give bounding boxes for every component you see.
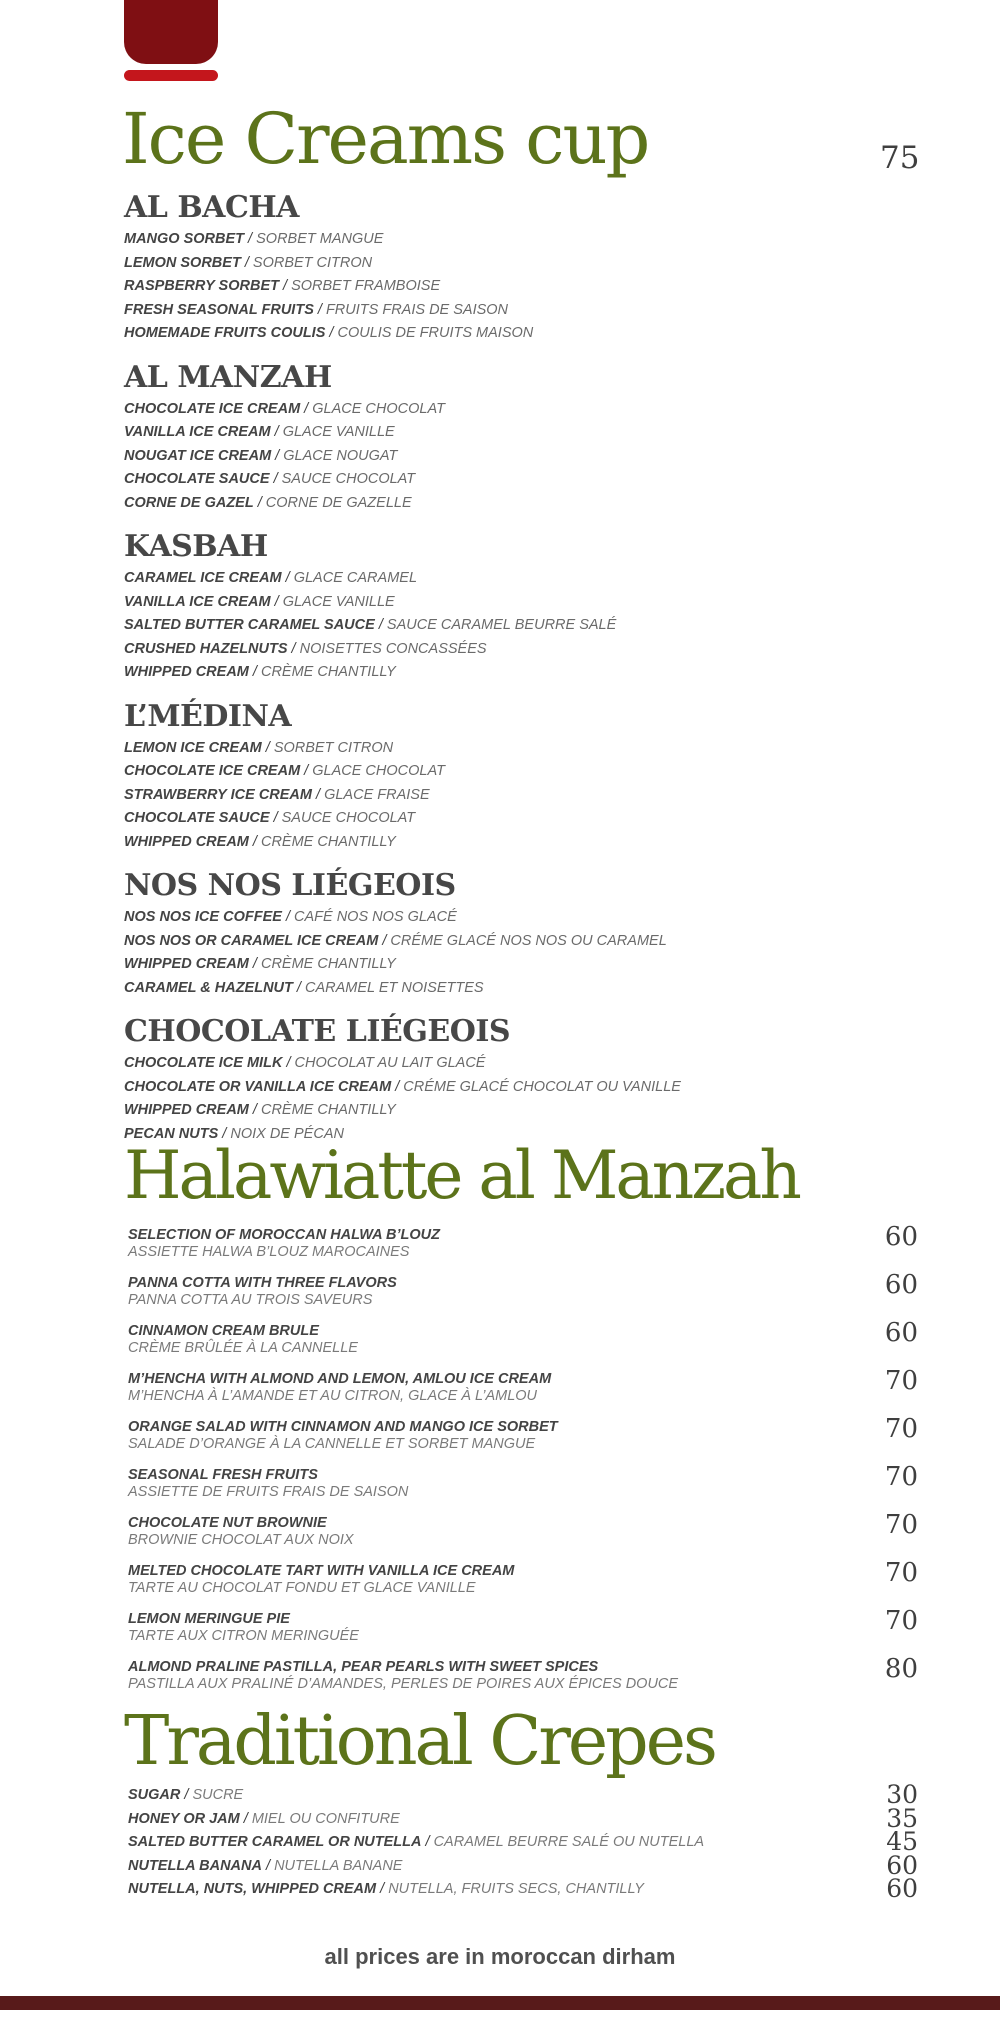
item-fr: GLACE CARAMEL	[293, 570, 418, 586]
item-en: NUTELLA BANANA	[128, 1857, 262, 1874]
group-items	[124, 737, 904, 855]
item-fr: GLACE VANILLE	[282, 593, 395, 610]
list-item: WHIPPED CREAM / CRÈME CHANTILLY	[124, 1102, 396, 1118]
list-item: PECAN NUTS / NOIX DE PÉCAN	[124, 1125, 344, 1142]
list-item	[128, 1606, 918, 1658]
item-fr: GLACE CHOCOLAT	[312, 763, 445, 779]
list-item: WHIPPED CREAM / CRÈME CHANTILLY	[124, 833, 396, 850]
crepes-title: Traditional Crepes	[124, 1702, 715, 1781]
item-en: M’HENCHA WITH ALMOND AND LEMON, AMLOU ICE CREAM	[128, 1371, 552, 1387]
list-item: NOUGAT ICE CREAM / GLACE NOUGAT	[124, 447, 398, 464]
group-title: AL BACHA	[124, 190, 299, 225]
list-item	[128, 1654, 918, 1706]
item-en: LEMON SORBET	[124, 254, 241, 271]
item-en: NOS NOS ICE COFFEE	[124, 909, 282, 925]
item-price: 60	[886, 1874, 918, 1903]
ice-cream-group	[124, 868, 904, 1000]
item-en: SELECTION OF MOROCCAN HALWA B’LOUZ	[128, 1227, 441, 1243]
item-fr: NOIX DE PÉCAN	[230, 1125, 344, 1142]
list-item: LEMON ICE CREAM / SORBET CITRON	[124, 739, 394, 756]
list-item	[128, 1414, 918, 1466]
item-fr: CRÈME BRÛLÉE À LA CANNELLE	[128, 1340, 358, 1356]
item-en: SUGAR	[128, 1787, 181, 1803]
item-en: SEASONAL FRESH FRUITS	[128, 1467, 318, 1483]
list-item: NOS NOS OR CARAMEL ICE CREAM / CRÉME GLACÉ NOS NOS OU CARAMEL	[124, 932, 667, 949]
item-en: CHOCOLATE ICE MILK	[124, 1055, 283, 1071]
group-title: L’MÉDINA	[124, 698, 292, 734]
list-item: LEMON SORBET / SORBET CITRON	[124, 254, 373, 271]
item-fr: SORBET CITRON	[273, 739, 394, 756]
item-price: 70	[884, 1606, 918, 1636]
list-item	[128, 1270, 918, 1322]
item-fr: CARAMEL ET NOISETTES	[304, 979, 484, 996]
item-fr: SUCRE	[192, 1787, 244, 1803]
list-item	[128, 1558, 918, 1610]
list-item: CORNE DE GAZEL / CORNE DE GAZELLE	[124, 494, 412, 511]
list-item: RASPBERRY SORBET / SORBET FRAMBOISE	[124, 278, 441, 294]
item-fr: CARAMEL BEURRE SALÉ OU NUTELLA	[433, 1834, 705, 1850]
item-fr: SORBET CITRON	[252, 254, 373, 271]
item-price: 70	[884, 1414, 918, 1444]
item-en: ALMOND PRALINE PASTILLA, PEAR PEARLS WITH SWEET SPICES	[128, 1659, 599, 1675]
crepe-list	[128, 1780, 918, 1903]
item-en: CHOCOLATE ICE CREAM	[124, 400, 301, 417]
item-fr: GLACE FRAISE	[324, 786, 430, 803]
item-price: 60	[884, 1318, 918, 1348]
group-title: NOS NOS LIÉGEOIS	[124, 868, 456, 903]
item-price: 35	[886, 1803, 918, 1833]
item-price: 70	[884, 1366, 918, 1396]
item-en: CARAMEL ICE CREAM	[124, 570, 282, 586]
ice-cream-group	[124, 1014, 904, 1146]
item-en: CHOCOLATE SAUCE	[124, 810, 270, 826]
item-fr: SAUCE CARAMEL BEURRE SALÉ	[386, 617, 617, 633]
group-title: CHOCOLATE LIÉGEOIS	[124, 1014, 511, 1049]
list-item	[128, 1462, 918, 1514]
item-fr: CORNE DE GAZELLE	[265, 494, 412, 511]
item-fr: PANNA COTTA AU TROIS SAVEURS	[128, 1292, 373, 1308]
item-fr: SORBET FRAMBOISE	[291, 278, 441, 294]
list-item: CRUSHED HAZELNUTS / NOISETTES CONCASSÉES	[124, 640, 487, 657]
list-item: WHIPPED CREAM / CRÈME CHANTILLY	[124, 664, 396, 680]
item-en: CHOCOLATE OR VANILLA ICE CREAM	[124, 1078, 392, 1095]
item-en: STRAWBERRY ICE CREAM	[124, 786, 312, 803]
list-item: CHOCOLATE SAUCE / SAUCE CHOCOLAT	[124, 471, 416, 487]
list-item: CHOCOLATE SAUCE / SAUCE CHOCOLAT	[124, 810, 416, 826]
ice-creams-title: Ice Creams cup	[122, 98, 649, 180]
item-en: PANNA COTTA WITH THREE FLAVORS	[128, 1275, 397, 1291]
list-item: CARAMEL & HAZELNUT / CARAMEL ET NOISETTES	[124, 979, 484, 996]
list-item: MANGO SORBET / SORBET MANGUE	[124, 231, 384, 247]
item-fr: CRÈME CHANTILLY	[260, 1102, 396, 1118]
item-fr: MIEL OU CONFITURE	[251, 1810, 400, 1827]
item-fr: CRÉME GLACÉ CHOCOLAT OU VANILLE	[403, 1078, 681, 1095]
item-fr: CRÈME CHANTILLY	[260, 833, 396, 850]
group-items	[124, 1052, 904, 1146]
ice-creams-price: 75	[880, 140, 920, 176]
item-en: CHOCOLATE SAUCE	[124, 471, 270, 487]
item-en: HOMEMADE FRUITS COULIS	[124, 325, 326, 341]
item-en: CHOCOLATE ICE CREAM	[124, 763, 301, 779]
dessert-list	[128, 1222, 918, 1706]
item-fr: CAFÉ NOS NOS GLACÉ	[294, 909, 457, 925]
item-en: CHOCOLATE NUT BROWNIE	[128, 1515, 327, 1531]
brand-tab-underline	[124, 70, 218, 81]
item-fr: BROWNIE CHOCOLAT AUX NOIX	[128, 1532, 354, 1548]
halawiatte-title: Halawiatte al Manzah	[124, 1137, 799, 1214]
item-price: 70	[884, 1558, 918, 1588]
item-price: 80	[884, 1654, 918, 1684]
list-item: CHOCOLATE ICE CREAM / GLACE CHOCOLAT	[124, 763, 445, 779]
item-fr: GLACE CHOCOLAT	[312, 400, 445, 417]
list-item: CHOCOLATE ICE MILK / CHOCOLAT AU LAIT GLACÉ	[124, 1055, 486, 1071]
bottom-bar	[0, 1996, 1000, 2010]
item-fr: COULIS DE FRUITS MAISON	[337, 325, 534, 341]
list-item	[128, 1366, 918, 1418]
item-en: WHIPPED CREAM	[124, 956, 249, 972]
brand-tab-shape	[124, 0, 218, 64]
list-item: SUGAR / SUCRE 30	[128, 1780, 918, 1809]
item-fr: NUTELLA, FRUITS SECS, CHANTILLY	[388, 1881, 644, 1897]
item-en: VANILLA ICE CREAM	[124, 424, 271, 440]
item-en: VANILLA ICE CREAM	[124, 593, 271, 610]
item-en: MELTED CHOCOLATE TART WITH VANILLA ICE CREAM	[128, 1563, 515, 1579]
item-price: 45	[886, 1827, 918, 1856]
item-fr: CRÉME GLACÉ NOS NOS OU CARAMEL	[390, 932, 667, 949]
item-en: CINNAMON CREAM BRULE	[128, 1323, 319, 1339]
list-item: NOS NOS ICE COFFEE / CAFÉ NOS NOS GLACÉ	[124, 909, 457, 925]
list-item: NUTELLA, NUTS, WHIPPED CREAM / NUTELLA, FRUITS SECS, CHANTILLY 60	[128, 1874, 918, 1903]
list-item: CHOCOLATE ICE CREAM / GLACE CHOCOLAT	[124, 400, 445, 417]
item-en: WHIPPED CREAM	[124, 833, 249, 850]
item-fr: SAUCE CHOCOLAT	[281, 810, 416, 826]
list-item: NUTELLA BANANA / NUTELLA BANANE 60	[128, 1850, 918, 1880]
list-item: CHOCOLATE OR VANILLA ICE CREAM / CRÉME GLACÉ CHOCOLAT OU VANILLE	[124, 1078, 681, 1095]
item-fr: CRÈME CHANTILLY	[260, 956, 396, 972]
group-items	[124, 567, 904, 685]
group-items	[124, 228, 904, 346]
item-en: SALTED BUTTER CARAMEL OR NUTELLA	[128, 1834, 422, 1850]
item-fr: SORBET MANGUE	[256, 231, 384, 247]
group-title: AL MANZAH	[124, 359, 332, 395]
ice-cream-group	[124, 190, 904, 346]
item-fr: ASSIETTE HALWA B’LOUZ MAROCAINES	[128, 1244, 410, 1260]
item-en: MANGO SORBET	[124, 231, 245, 247]
item-en: HONEY OR JAM	[128, 1810, 240, 1827]
list-item	[128, 1510, 918, 1562]
list-item: HONEY OR JAM / MIEL OU CONFITURE 35	[128, 1803, 918, 1833]
list-item: HOMEMADE FRUITS COULIS / COULIS DE FRUITS MAISON	[124, 325, 534, 341]
item-fr: SALADE D’ORANGE À LA CANNELLE ET SORBET MANGUE	[128, 1436, 536, 1452]
list-item: VANILLA ICE CREAM / GLACE VANILLE	[124, 424, 395, 440]
item-en: CORNE DE GAZEL	[124, 494, 254, 511]
ice-cream-group	[124, 699, 904, 855]
item-en: NOS NOS OR CARAMEL ICE CREAM	[124, 932, 379, 949]
item-en: WHIPPED CREAM	[124, 1102, 249, 1118]
item-en: PECAN NUTS	[124, 1125, 219, 1142]
item-fr: SAUCE CHOCOLAT	[281, 471, 416, 487]
item-price: 60	[884, 1222, 918, 1252]
item-fr: CHOCOLAT AU LAIT GLACÉ	[294, 1055, 486, 1071]
list-item	[128, 1318, 918, 1370]
item-fr: GLACE VANILLE	[282, 424, 395, 440]
item-fr: TARTE AUX CITRON MERINGUÉE	[128, 1628, 359, 1644]
item-fr: CRÈME CHANTILLY	[260, 664, 396, 680]
item-price: 60	[886, 1850, 918, 1880]
item-price: 30	[886, 1780, 918, 1809]
item-price: 70	[884, 1462, 918, 1492]
item-fr: FRUITS FRAIS DE SAISON	[325, 301, 509, 318]
ice-cream-group	[124, 529, 904, 685]
item-en: WHIPPED CREAM	[124, 664, 249, 680]
list-item: VANILLA ICE CREAM / GLACE VANILLE	[124, 593, 395, 610]
item-fr: NOISETTES CONCASSÉES	[299, 640, 487, 657]
item-fr: ASSIETTE DE FRUITS FRAIS DE SAISON	[128, 1484, 409, 1500]
item-fr: PASTILLA AUX PRALINÉ D’AMANDES, PERLES DE POIRES AUX ÉPICES DOUCE	[128, 1676, 679, 1692]
item-fr: M’HENCHA À L’AMANDE ET AU CITRON, GLACE À L’AMLOU	[128, 1388, 538, 1404]
item-en: ORANGE SALAD WITH CINNAMON AND MANGO ICE SORBET	[128, 1419, 558, 1435]
item-en: RASPBERRY SORBET	[124, 278, 279, 294]
item-en: FRESH SEASONAL FRUITS	[124, 301, 314, 318]
footer-note: all prices are in moroccan dirham	[324, 1944, 676, 1969]
item-en: CARAMEL & HAZELNUT	[124, 979, 293, 996]
group-title: KASBAH	[124, 529, 268, 564]
item-fr: NUTELLA BANANE	[274, 1857, 403, 1874]
list-item: STRAWBERRY ICE CREAM / GLACE FRAISE	[124, 786, 430, 803]
item-fr: TARTE AU CHOCOLAT FONDU ET GLACE VANILLE	[128, 1580, 476, 1596]
ice-cream-group	[124, 360, 904, 516]
item-en: NOUGAT ICE CREAM	[124, 447, 272, 464]
list-item	[128, 1222, 918, 1274]
list-item: SALTED BUTTER CARAMEL SAUCE / SAUCE CARAMEL BEURRE SALÉ	[124, 617, 617, 633]
list-item: WHIPPED CREAM / CRÈME CHANTILLY	[124, 956, 396, 972]
list-item: FRESH SEASONAL FRUITS / FRUITS FRAIS DE SAISON	[124, 301, 509, 318]
item-price: 70	[884, 1510, 918, 1540]
item-en: LEMON ICE CREAM	[124, 739, 262, 756]
ice-cream-groups	[124, 190, 904, 1160]
item-price: 60	[884, 1270, 918, 1300]
group-items	[124, 906, 904, 1000]
item-fr: GLACE NOUGAT	[283, 447, 398, 464]
item-en: SALTED BUTTER CARAMEL SAUCE	[124, 617, 375, 633]
item-en: LEMON MERINGUE PIE	[128, 1611, 290, 1627]
group-items	[124, 398, 904, 516]
item-en: NUTELLA, NUTS, WHIPPED CREAM	[128, 1881, 377, 1897]
list-item: SALTED BUTTER CARAMEL OR NUTELLA / CARAMEL BEURRE SALÉ OU NUTELLA 45	[128, 1827, 918, 1856]
list-item: CARAMEL ICE CREAM / GLACE CARAMEL	[124, 570, 418, 586]
item-en: CRUSHED HAZELNUTS	[124, 640, 288, 657]
